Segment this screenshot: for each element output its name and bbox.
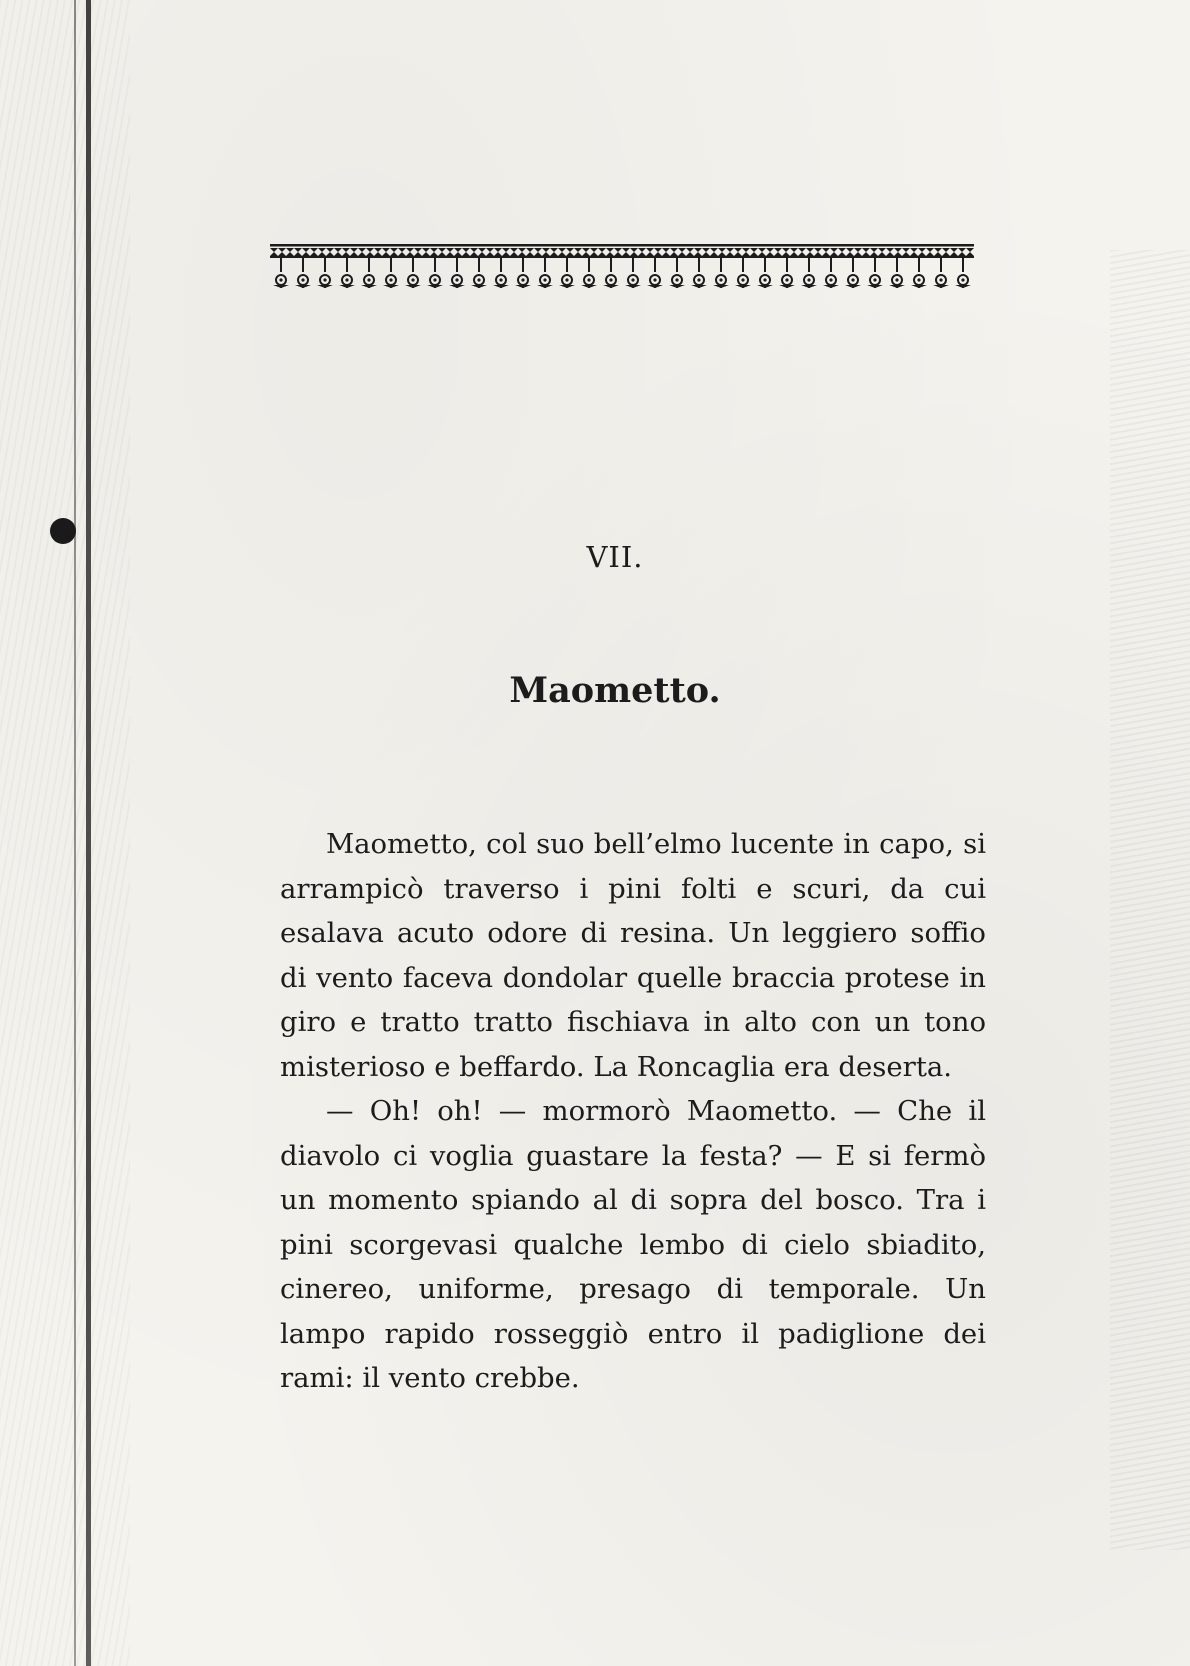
scan-noise-right	[1110, 250, 1190, 1550]
binding-edge	[86, 0, 91, 1666]
paragraph: — Oh! oh! — mormorò Maometto. — Che il diavolo ci voglia guastare la festa? — E si fermò un momento spiando al di sopra del bosco. Tra i pini scorgevasi qualche lembo di cielo sbiadito, cinereo, uniforme, presago di temporale. Un lampo rapido rosseggiò entro il padiglione dei rami: il vento crebbe.	[280, 1095, 986, 1394]
chapter-number: VII.	[586, 540, 644, 574]
chapter-body	[280, 822, 986, 1401]
decorative-ornament-border	[270, 244, 974, 294]
binding-edge-thin	[74, 0, 76, 1666]
chapter-title: Maometto.	[509, 670, 721, 711]
paragraph: Maometto, col suo bell’elmo lucente in capo, si arrampicò traverso i pini folti e scuri, da cui esalava acuto odore di resina. Un leggiero soffio di vento faceva dondolar quelle braccia protese in giro e tratto tratto fischiava in alto con un tono misterioso e beffardo. La Roncaglia era deserta.	[280, 828, 986, 1083]
scan-noise-left	[0, 0, 130, 1666]
